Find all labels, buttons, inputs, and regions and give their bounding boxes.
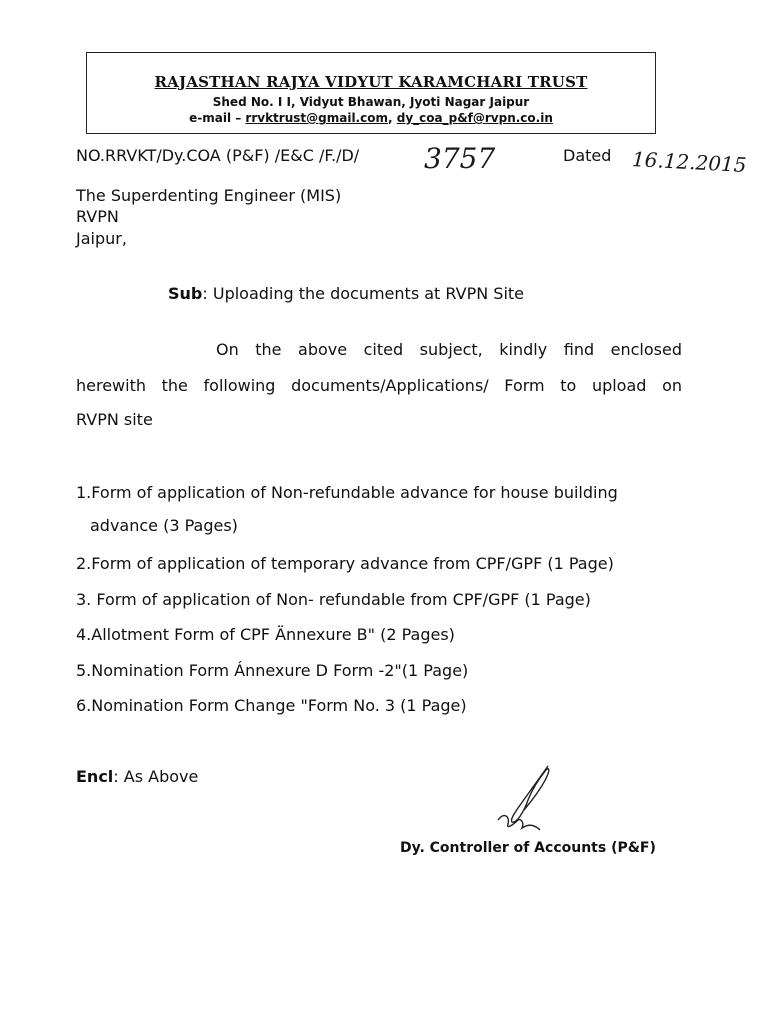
enclosure-item-1-continued: advance (3 Pages) (90, 516, 238, 535)
encl-text: : As Above (113, 767, 199, 786)
handwritten-reference-number: 3757 (424, 142, 496, 175)
email-primary: rrvktrust@gmail.com (245, 111, 388, 125)
org-address: Shed No. I I, Vidyut Bhawan, Jyoti Nagar Jaipur (212, 95, 530, 109)
enclosure-note (76, 767, 198, 786)
enclosure-item-4: 4.Allotment Form of CPF Ännexure B" (2 Pages) (76, 625, 455, 644)
body-line-2: herewith the following documents/Applications/ Form to upload on (76, 376, 682, 395)
signatory-designation: Dy. Controller of Accounts (P&F) (400, 840, 656, 856)
body-line-1: On the above cited subject, kindly find enclosed (216, 340, 682, 359)
subject-label: Sub (168, 284, 203, 303)
reference-number-label: NO.RRVKT/Dy.COA (P&F) /E&C /F./D/ (76, 146, 360, 165)
recipient-line-3: Jaipur, (76, 229, 127, 248)
encl-label: Encl (76, 767, 114, 786)
email-label: e-mail – (189, 111, 246, 125)
subject-text: Uploading the documents at RVPN Site (207, 284, 525, 303)
letterhead-box (86, 52, 656, 134)
handwritten-date: 16.12.2015 (631, 147, 748, 177)
org-name: RAJASTHAN RAJYA VIDYUT KARAMCHARI TRUST (154, 73, 588, 91)
enclosure-item-3: 3. Form of application of Non- refundable from CPF/GPF (1 Page) (76, 590, 591, 609)
recipient-line-2: RVPN (76, 207, 119, 226)
enclosure-item-5: 5.Nomination Form Ánnexure D Form -2"(1 Page) (76, 661, 469, 680)
enclosure-item-1: 1.Form of application of Non-refundable advance for house building (76, 483, 618, 502)
subject-line (168, 284, 524, 303)
dated-label: Dated (563, 146, 612, 165)
enclosure-item-6: 6.Nomination Form Change "Form No. 3 (1 Page) (76, 696, 467, 715)
email-separator: , (387, 111, 397, 125)
enclosure-item-2: 2.Form of application of temporary advance from CPF/GPF (1 Page) (76, 554, 614, 573)
body-line-3: RVPN site (76, 410, 153, 429)
subject-colon: : (202, 284, 208, 303)
handwritten-signature (488, 760, 568, 840)
org-email-line (87, 111, 655, 125)
email-secondary: dy_coa_p&f@rvpn.co.in (396, 111, 553, 125)
recipient-line-1: The Superdenting Engineer (MIS) (76, 186, 342, 205)
